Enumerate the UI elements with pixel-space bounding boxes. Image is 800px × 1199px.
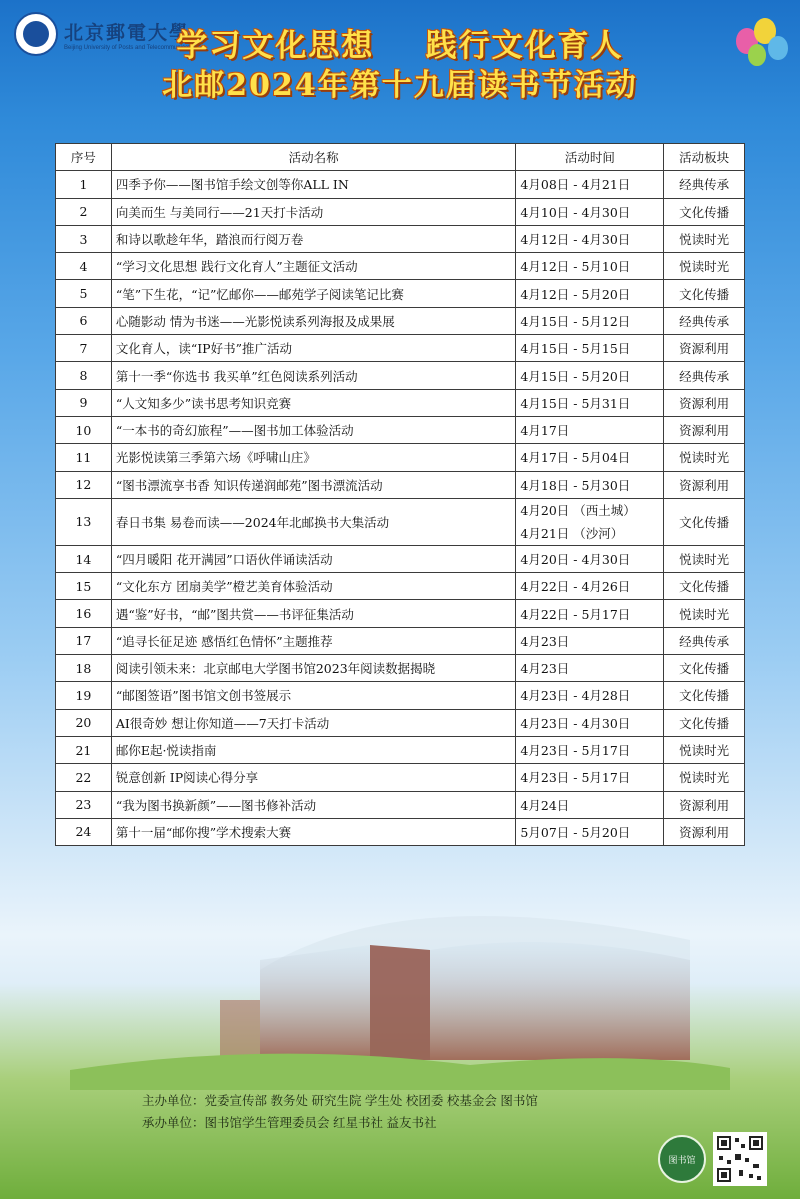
- row-activity-time: 4月10日 - 4月30日: [516, 198, 664, 225]
- row-number: 9: [56, 389, 112, 416]
- row-activity-time: 4月23日 - 5月17日: [516, 736, 664, 763]
- row-number: 24: [56, 818, 112, 845]
- row-number: 10: [56, 416, 112, 443]
- row-activity-block: 经典传承: [664, 307, 745, 334]
- row-number: 12: [56, 471, 112, 498]
- host-units: 主办单位：党委宣传部 教务处 研究生院 学生处 校团委 校基金会 图书馆: [142, 1094, 538, 1108]
- poster-header: [0, 0, 800, 135]
- row-activity-block: 资源利用: [664, 389, 745, 416]
- row-number: 15: [56, 573, 112, 600]
- row-activity-time: 4月15日 - 5月15日: [516, 335, 664, 362]
- balloons-icon: [732, 14, 792, 84]
- row-activity-name: 阅读引领未来：北京邮电大学图书馆2023年阅读数据揭晓: [111, 655, 516, 682]
- header-activity-time: 活动时间: [516, 144, 664, 171]
- organizer-units: 承办单位：图书馆学生管理委员会 红星书社 益友书社: [142, 1116, 437, 1130]
- table-row: [56, 225, 745, 252]
- table-row: [56, 709, 745, 736]
- row-activity-block: 经典传承: [664, 171, 745, 198]
- row-activity-block: 经典传承: [664, 627, 745, 654]
- table-row: [56, 498, 745, 545]
- row-number: 5: [56, 280, 112, 307]
- row-activity-name: 心随影动 情为书迷——光影悦读系列海报及成果展: [111, 307, 516, 334]
- logo-chinese-name: 北京郵電大學: [64, 21, 191, 44]
- row-activity-name: “邮图签语”图书馆文创书签展示: [111, 682, 516, 709]
- row-number: 16: [56, 600, 112, 627]
- row-activity-name: 向美而生 与美同行——21天打卡活动: [111, 198, 516, 225]
- header-activity-block: 活动板块: [664, 144, 745, 171]
- table-row: [56, 444, 745, 471]
- table-row: [56, 416, 745, 443]
- table-row: [56, 307, 745, 334]
- row-number: 11: [56, 444, 112, 471]
- table-row: [56, 600, 745, 627]
- time-line-1: 4月20日 （西土城）: [520, 502, 636, 518]
- table-row: [56, 655, 745, 682]
- row-activity-time: 4月17日 - 5月04日: [516, 444, 664, 471]
- row-activity-block: 经典传承: [664, 362, 745, 389]
- row-activity-block: 文化传播: [664, 655, 745, 682]
- row-activity-block: 文化传播: [664, 280, 745, 307]
- row-activity-time: 4月23日 - 5月17日: [516, 764, 664, 791]
- row-activity-block: 资源利用: [664, 791, 745, 818]
- row-number: 21: [56, 736, 112, 763]
- row-activity-name: “学习文化思想 践行文化育人”主题征文活动: [111, 253, 516, 280]
- row-activity-block: 悦读时光: [664, 736, 745, 763]
- row-activity-name: 第十一季“你选书 我买单”红色阅读系列活动: [111, 362, 516, 389]
- table-row: [56, 682, 745, 709]
- table-row: [56, 736, 745, 763]
- activity-table-container: [55, 143, 745, 846]
- header-activity-name: 活动名称: [111, 144, 516, 171]
- row-activity-name: 第十一届“邮你搜”学术搜索大赛: [111, 818, 516, 845]
- table-row: [56, 627, 745, 654]
- row-activity-time: 4月23日 - 4月28日: [516, 682, 664, 709]
- row-number: 13: [56, 498, 112, 545]
- row-number: 19: [56, 682, 112, 709]
- row-activity-block: 资源利用: [664, 471, 745, 498]
- row-activity-time: 4月12日 - 5月10日: [516, 253, 664, 280]
- row-number: 20: [56, 709, 112, 736]
- row-number: 6: [56, 307, 112, 334]
- row-activity-time: 4月15日 - 5月12日: [516, 307, 664, 334]
- row-number: 22: [56, 764, 112, 791]
- row-activity-block: 资源利用: [664, 335, 745, 362]
- row-activity-name: “四月暖阳 花开满园”口语伙伴诵读活动: [111, 545, 516, 572]
- row-activity-time: 4月20日 - 4月30日: [516, 545, 664, 572]
- row-activity-block: 文化传播: [664, 709, 745, 736]
- row-activity-time: 4月23日 - 4月30日: [516, 709, 664, 736]
- row-activity-name: “追寻长征足迹 感悟红色情怀”主题推荐: [111, 627, 516, 654]
- row-activity-name: 光影悦读第三季第六场《呼啸山庄》: [111, 444, 516, 471]
- row-activity-time: 5月07日 - 5月20日: [516, 818, 664, 845]
- library-building-illustration: [70, 890, 730, 1090]
- row-activity-block: 悦读时光: [664, 545, 745, 572]
- badge-text: 图书馆: [668, 1154, 696, 1165]
- table-row: [56, 471, 745, 498]
- row-activity-name: 邮你E起·悦读指南: [111, 736, 516, 763]
- row-activity-time: 4月18日 - 5月30日: [516, 471, 664, 498]
- row-number: 2: [56, 198, 112, 225]
- row-activity-name: 锐意创新 IP阅读心得分享: [111, 764, 516, 791]
- row-number: 4: [56, 253, 112, 280]
- row-activity-time: 4月12日 - 5月20日: [516, 280, 664, 307]
- library-badge-icon: [658, 1135, 706, 1183]
- row-activity-block: 悦读时光: [664, 253, 745, 280]
- table-row: [56, 198, 745, 225]
- row-number: 23: [56, 791, 112, 818]
- row-activity-name: 四季予你——图书馆手绘文创等你ALL IN: [111, 171, 516, 198]
- row-activity-name: “我为图书换新颜”——图书修补活动: [111, 791, 516, 818]
- table-row: [56, 764, 745, 791]
- row-activity-time: 4月15日 - 5月20日: [516, 362, 664, 389]
- row-activity-time: 4月08日 - 4月21日: [516, 171, 664, 198]
- row-number: 1: [56, 171, 112, 198]
- table-row: [56, 573, 745, 600]
- row-activity-time: 4月24日: [516, 791, 664, 818]
- organizers-section: [142, 1090, 538, 1134]
- row-activity-block: 悦读时光: [664, 225, 745, 252]
- row-number: 3: [56, 225, 112, 252]
- table-row: [56, 362, 745, 389]
- table-row: [56, 545, 745, 572]
- row-activity-name: AI很奇妙 想让你知道——7天打卡活动: [111, 709, 516, 736]
- table-row: [56, 171, 745, 198]
- table-row: [56, 818, 745, 845]
- row-number: 14: [56, 545, 112, 572]
- table-row: [56, 280, 745, 307]
- row-activity-time: 4月17日: [516, 416, 664, 443]
- row-activity-name: “图书漂流享书香 知识传递润邮苑”图书漂流活动: [111, 471, 516, 498]
- table-row: [56, 791, 745, 818]
- logo-english-name: Beijing University of Posts and Telecommunications: [64, 44, 201, 51]
- row-activity-time: [516, 498, 664, 545]
- poster-title-line2: 北邮2024年第十九届读书节活动: [162, 68, 638, 103]
- activity-table: [55, 143, 745, 846]
- row-activity-name: “一本书的奇幻旅程”——图书加工体验活动: [111, 416, 516, 443]
- row-number: 7: [56, 335, 112, 362]
- row-activity-time: 4月23日: [516, 655, 664, 682]
- header-number: 序号: [56, 144, 112, 171]
- row-activity-block: 文化传播: [664, 573, 745, 600]
- row-activity-time: 4月12日 - 4月30日: [516, 225, 664, 252]
- table-row: [56, 253, 745, 280]
- row-activity-block: 资源利用: [664, 416, 745, 443]
- row-activity-time: 4月15日 - 5月31日: [516, 389, 664, 416]
- row-activity-name: 文化育人，读“IP好书”推广活动: [111, 335, 516, 362]
- row-activity-block: 文化传播: [664, 682, 745, 709]
- row-number: 8: [56, 362, 112, 389]
- row-activity-name: 和诗以歌趁年华，踏浪而行阅万卷: [111, 225, 516, 252]
- row-activity-time: 4月22日 - 5月17日: [516, 600, 664, 627]
- row-activity-name: “笔”下生花，“记”忆邮你——邮苑学子阅读笔记比赛: [111, 280, 516, 307]
- row-number: 17: [56, 627, 112, 654]
- row-activity-name: “文化东方 团扇美学”橙艺美育体验活动: [111, 573, 516, 600]
- row-activity-time: 4月22日 - 4月26日: [516, 573, 664, 600]
- row-activity-name: 遇“鉴”好书，“邮”图共赏——书评征集活动: [111, 600, 516, 627]
- row-activity-time: 4月23日: [516, 627, 664, 654]
- row-activity-name: 春日书集 易卷而读——2024年北邮换书大集活动: [111, 498, 516, 545]
- qr-code-icon: [713, 1132, 767, 1186]
- poster-title-line1: 学习文化思想 践行文化育人: [176, 28, 624, 64]
- table-header-row: [56, 144, 745, 171]
- table-row: [56, 389, 745, 416]
- table-row: [56, 335, 745, 362]
- row-activity-block: 悦读时光: [664, 444, 745, 471]
- time-line-2: 4月21日 （沙河）: [520, 525, 624, 541]
- row-activity-block: 悦读时光: [664, 600, 745, 627]
- row-activity-block: 文化传播: [664, 198, 745, 225]
- row-activity-block: 资源利用: [664, 818, 745, 845]
- activity-table-body: [56, 171, 745, 846]
- row-activity-name: “人文知多少”读书思考知识竞赛: [111, 389, 516, 416]
- row-activity-block: 文化传播: [664, 498, 745, 545]
- row-activity-block: 悦读时光: [664, 764, 745, 791]
- row-number: 18: [56, 655, 112, 682]
